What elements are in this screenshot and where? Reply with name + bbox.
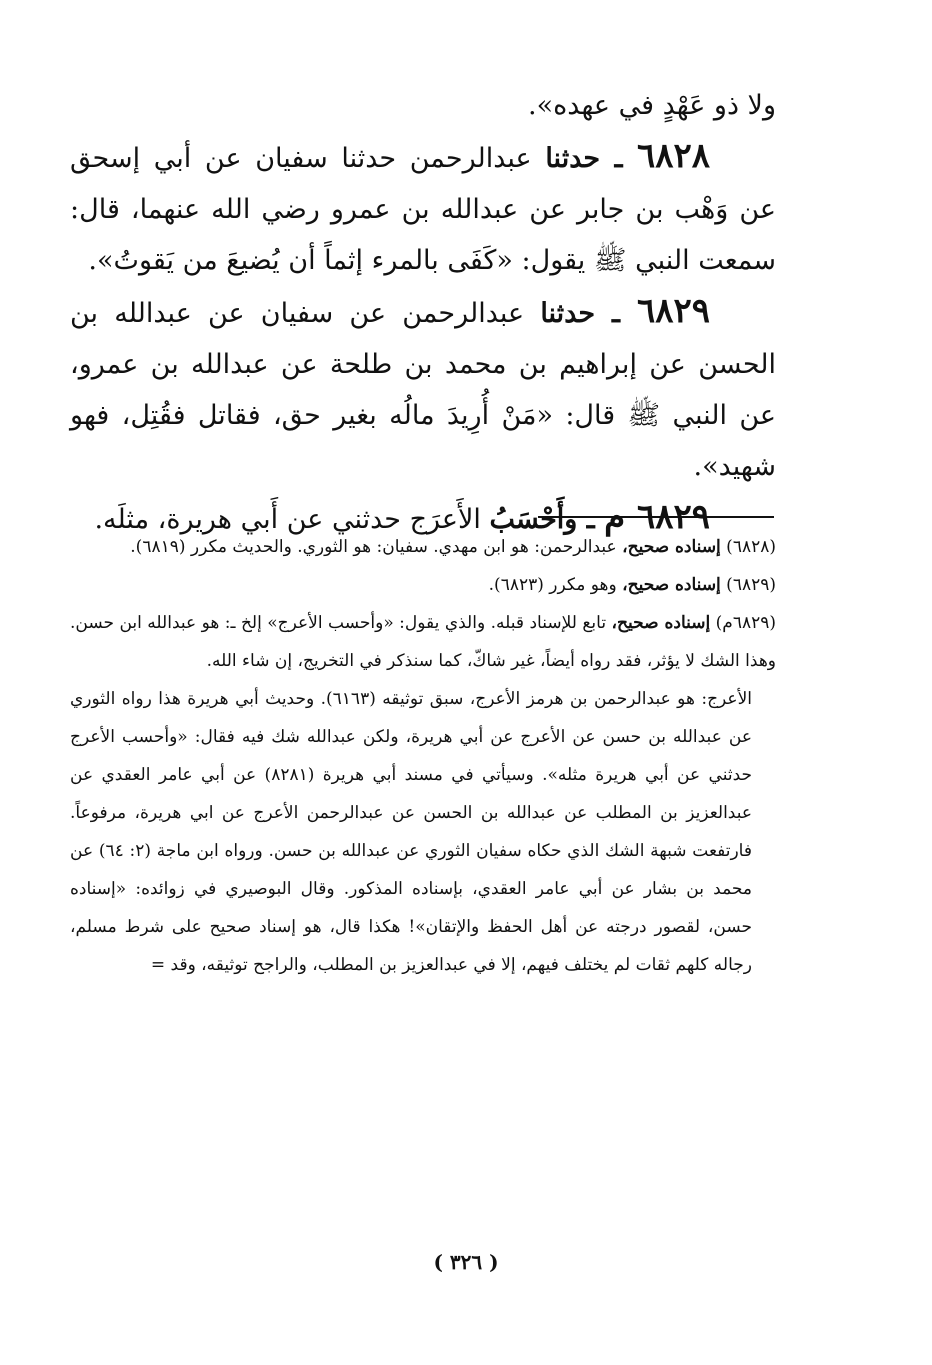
hadith-number: ٦٨٢٩ (636, 291, 710, 331)
footnote-body: وهو مكرر (٦٨٢٣). (488, 575, 623, 595)
footnote-body: تابع للإسناد قبله. والذي يقول: «وأحسب الأعرج» إلخ ـ: هو عبدالله ابن حسن. وهذا الشك لا يؤثر، فقد رواه أيضاً، غير شاكّ، كما سنذكر في التخريج، إن شاء الله. (70, 613, 776, 671)
footnote-6829 (70, 566, 776, 604)
hadith-body: الأَعرَج حدثني عن أَبي هريرة، مثلَه. (94, 504, 490, 535)
hadith-number: ٦٨٢٩ م (604, 497, 710, 537)
footnote-ref: (٦٨٢٩) (720, 575, 776, 595)
hadith-dash: ـ (577, 504, 605, 535)
footnote-grade: إسناده صحيح، (622, 575, 721, 595)
hadith-verb: وأَحْسَبُ (489, 504, 578, 535)
footnotes (70, 528, 776, 984)
hadith-dash: ـ (600, 143, 637, 174)
continuation-line: ولا ذو عَهْدٍ في عهده». (528, 90, 776, 121)
hadith-6829 (70, 286, 776, 492)
footnote-6829m-continued: الأعرج: هو عبدالرحمن بن هرمز الأعرج، سبق توثيقه (٦١٦٣). وحديث أبي هريرة هذا رواه الثوري عن عبدالله بن حسن عن الأعرج عن أبي هريرة، ولكن عبدالله شك فيه فقال: «وأحسب الأعرج حدثني عن أبي هريرة مثله». وسيأتي في مسند أبي هريرة (٨٢٨١) عن أبي عامر العقدي عن عبدالعزيز بن المطلب عن عبدالله بن الحسن عن عبدالرحمن الأعرج عن ابي هريرة، مرفوعاً. فارتفعت شبهة الشك الذي حكاه سفيان الثوري عن عبدالله بن حسن. ورواه ابن ماجة (٢: ٦٤) عن محمد بن بشار عن أبي عامر العقدي، بإسناده المذكور. وقال البوصيري في زوائده: «إسناده حسن، لقصور درجته عن أهل الحفظ والإتقان»! هكذا قال، هو إسناد صحيح على شرط مسلم، رجاله كلهم ثقات لم يختلف فيهم، إلا في عبدالعزيز بن المطلب، والراجح توثيقه، وقد = (70, 689, 753, 975)
footnote-6828 (70, 528, 776, 566)
footnote-separator (538, 516, 774, 518)
hadith-number: ٦٨٢٨ (636, 136, 710, 176)
footnote-ref: (٦٨٢٩م) (710, 613, 776, 633)
footnote-grade: إسناده صحيح، (611, 613, 711, 633)
hadith-dash: ـ (595, 298, 637, 329)
hadith-verb: حدثنا (540, 298, 596, 329)
footnote-6829m (70, 604, 776, 680)
hadith-verb: حدثنا (545, 143, 601, 174)
footnote-grade: إسناده صحيح، (622, 537, 721, 557)
hadith-text (70, 80, 776, 545)
hadith-body: عبدالرحمن عن سفيان عن عبدالله بن الحسن عن إبراهيم بن محمد بن طلحة عن عبدالله بن عمرو، عن النبي ﷺ قال: «مَنْ أُرِيدَ مالُه بغير حق، فقاتل فقُتِل، فهو شهيد». (70, 298, 776, 482)
footnote-ref: (٦٨٢٨) (720, 537, 776, 557)
page-number: ( ٣٢٦ ) (433, 1250, 499, 1274)
hadith-6828 (70, 131, 776, 286)
hadith-body: عبدالرحمن حدثنا سفيان عن أبي إسحق عن وَهْب بن جابر عن عبدالله بن عمرو رضي الله عنهما، قال: سمعت النبي ﷺ يقول: «كَفَى بالمرء إثماً أن يُضيعَ من يَقوتُ». (70, 143, 776, 276)
footnote-body: عبدالرحمن: هو ابن مهدي. سفيان: هو الثوري. والحديث مكرر (٦٨١٩). (130, 537, 623, 557)
